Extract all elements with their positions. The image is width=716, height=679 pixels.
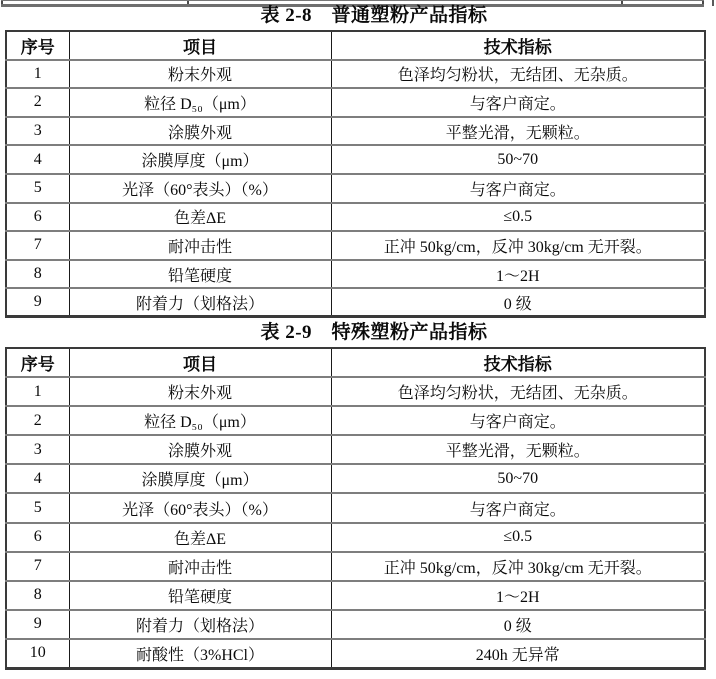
item-cell: 光泽（60°表头）（%）: [69, 493, 331, 522]
row-number-cell: 1: [6, 377, 69, 406]
table-2-8: [5, 30, 706, 318]
row-number-cell: 9: [6, 288, 69, 317]
item-cell: 粉末外观: [69, 60, 331, 89]
table-row: [6, 581, 705, 610]
table-row: [6, 288, 705, 317]
column-header-no: 序号: [20, 37, 55, 57]
table-row: [6, 60, 705, 89]
table-row: [6, 231, 705, 260]
row-number-cell: 1: [6, 60, 69, 89]
table-row: [6, 464, 705, 493]
row-number-cell: 6: [6, 203, 69, 232]
table-row: [6, 610, 705, 639]
header-row: [6, 348, 705, 377]
spec-cell: 色泽均匀粉状，无结团、无杂质。: [331, 377, 705, 406]
spec-cell: 0 级: [331, 288, 705, 317]
spec-cell: 240h 无异常: [331, 639, 705, 668]
table-row: [6, 639, 705, 668]
item-cell: 色差ΔE: [69, 203, 331, 232]
item-cell: 耐酸性（3%HCl）: [69, 639, 331, 668]
row-number-cell: 3: [6, 435, 69, 464]
table-row: [6, 435, 705, 464]
row-number-cell: 6: [6, 523, 69, 552]
spec-cell: ≤0.5: [331, 203, 705, 232]
spec-cell: 正冲 50kg/cm，反冲 30kg/cm 无开裂。: [331, 231, 705, 260]
table-row: [6, 523, 705, 552]
spec-cell: 平整光滑，无颗粒。: [331, 435, 705, 464]
table-2-8-caption: 表 2-8 普通塑粉产品指标: [260, 5, 488, 26]
row-number-cell: 8: [6, 581, 69, 610]
spec-cell: 1～2H: [331, 260, 705, 289]
item-cell: 涂膜厚度（μm）: [69, 145, 331, 174]
table-2-9-caption: 表 2-9 特殊塑粉产品指标: [260, 322, 488, 343]
column-header-spec: 技术指标: [331, 348, 705, 377]
column-header-item: 项目: [69, 31, 331, 60]
column-header-no: 序号: [20, 355, 55, 375]
table-row: [6, 203, 705, 232]
row-number-cell: 5: [6, 174, 69, 203]
spec-cell: 50~70: [331, 464, 705, 493]
spec-cell: 50~70: [331, 145, 705, 174]
table-row: [6, 493, 705, 522]
row-number-cell: 3: [6, 117, 69, 146]
table-2-9: [5, 347, 706, 670]
item-cell: 粉末外观: [69, 377, 331, 406]
table-row: [6, 145, 705, 174]
item-cell: 铅笔硬度: [69, 260, 331, 289]
row-number-cell: 4: [6, 464, 69, 493]
remnant-column-line: [621, 1, 623, 4]
row-number-cell: 8: [6, 260, 69, 289]
row-number-cell: 10: [6, 639, 69, 668]
spec-cell: 色泽均匀粉状，无结团、无杂质。: [331, 60, 705, 89]
spec-cell: 与客户商定。: [331, 493, 705, 522]
spec-cell: 与客户商定。: [331, 406, 705, 435]
column-header-item: 项目: [69, 348, 331, 377]
row-number-cell: 7: [6, 552, 69, 581]
spec-cell: 0 级: [331, 610, 705, 639]
header-row: [6, 31, 705, 60]
item-cell: 耐冲击性: [69, 231, 331, 260]
item-cell: 涂膜外观: [69, 117, 331, 146]
remnant-column-line: [702, 1, 704, 4]
item-cell: 光泽（60°表头）（%）: [69, 174, 331, 203]
spec-cell: 与客户商定。: [331, 88, 705, 117]
row-number-cell: 2: [6, 88, 69, 117]
table-row: [6, 117, 705, 146]
item-cell: 粒径 D₅₀（μm）: [69, 406, 331, 435]
item-cell: 附着力（划格法）: [69, 610, 331, 639]
item-cell: 色差ΔE: [69, 523, 331, 552]
item-cell: 粒径 D₅₀（μm）: [69, 88, 331, 117]
item-cell: 耐冲击性: [69, 552, 331, 581]
item-cell: 涂膜外观: [69, 435, 331, 464]
spec-cell: 1～2H: [331, 581, 705, 610]
spec-cell: 与客户商定。: [331, 174, 705, 203]
table-row: [6, 260, 705, 289]
row-number-cell: 2: [6, 406, 69, 435]
table-row: [6, 552, 705, 581]
row-number-cell: 9: [6, 610, 69, 639]
row-number-cell: 4: [6, 145, 69, 174]
table-row: [6, 377, 705, 406]
table-row: [6, 88, 705, 117]
table-row: [6, 174, 705, 203]
remnant-column-line: [187, 1, 189, 4]
item-cell: 附着力（划格法）: [69, 288, 331, 317]
row-number-cell: 5: [6, 493, 69, 522]
column-header-spec: 技术指标: [331, 31, 705, 60]
item-cell: 涂膜厚度（μm）: [69, 464, 331, 493]
spec-cell: ≤0.5: [331, 523, 705, 552]
row-number-cell: 7: [6, 231, 69, 260]
spec-cell: 平整光滑，无颗粒。: [331, 117, 705, 146]
remnant-column-line: [1, 1, 3, 4]
table-row: [6, 406, 705, 435]
spec-cell: 正冲 50kg/cm，反冲 30kg/cm 无开裂。: [331, 552, 705, 581]
item-cell: 铅笔硬度: [69, 581, 331, 610]
